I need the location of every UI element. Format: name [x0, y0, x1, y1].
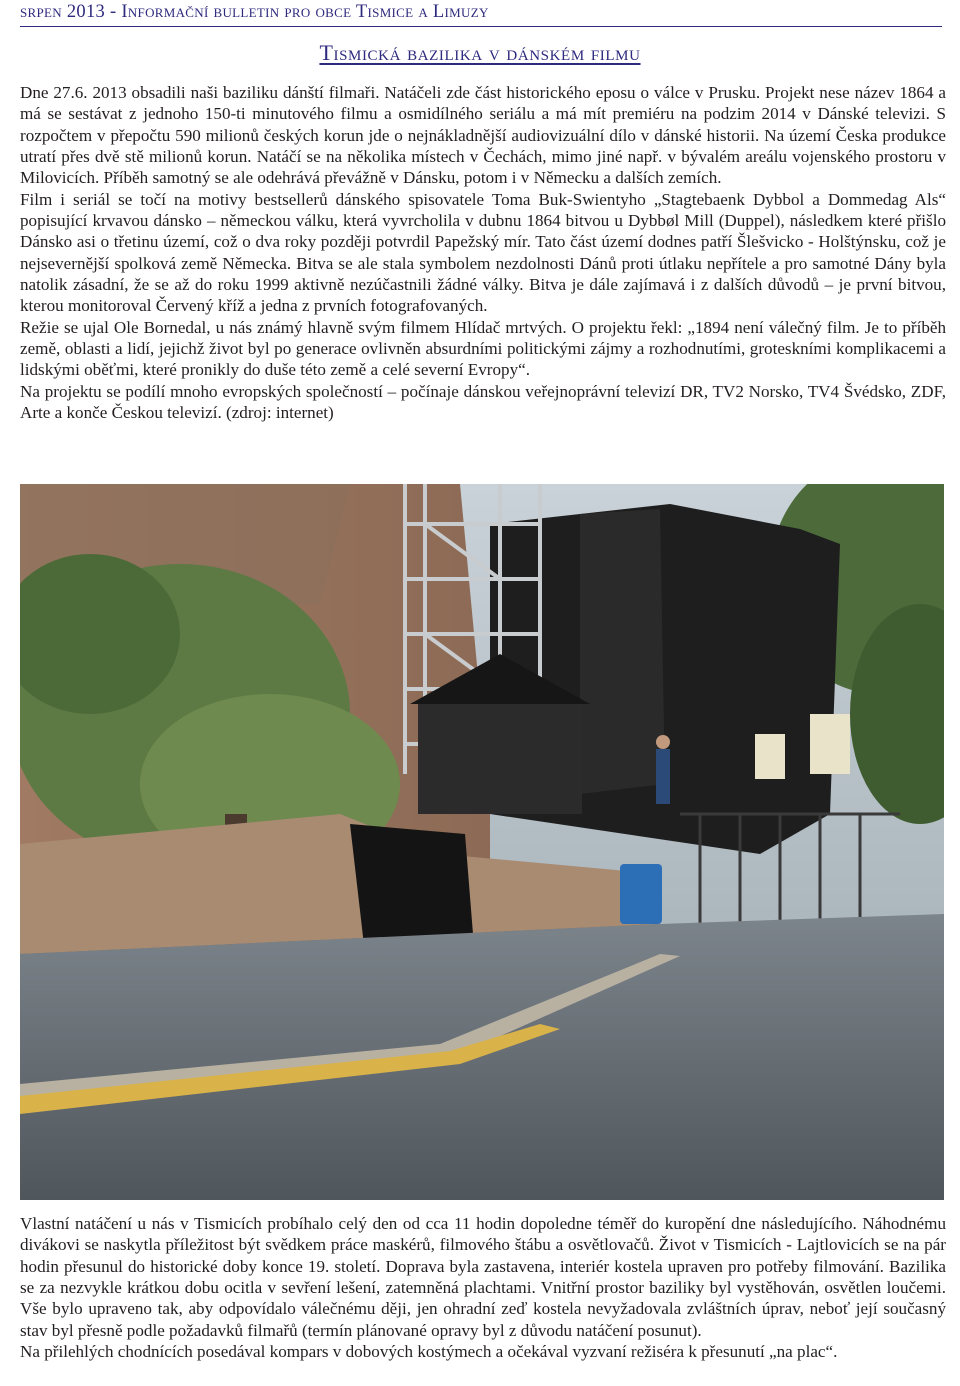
- article-closing: [20, 1213, 946, 1362]
- paragraph-filming-day: Vlastní natáčení u nás v Tismicích probíhalo celý den od cca 11 hodin dopoledne téměř do kuropění dne následujícího. Náhodnému divákovi se naskytla příležitost být svědkem práce maskérů, filmového štábu a osvětlovačů. Život v Tismicích - Lajtlovicích se na pár hodin přesunul do historické doby konce 19. století. Doprava byla zastavena, interiér kostela upraven pro potřeby filmování. Bazilika se za nezvykle krátkou dobu ocitla v sevření lešení, zatemněná plachtami. Vnitřní prostor baziliky byl vystěhován, osvětlen loučemi. Vše bylo upraveno tak, aby odpovídalo válečnému ději, jen ohradní zeď kostela nevyžadovala zvláštních úprav, neboť její současný stav byl přesně podle požadavků filmařů (termín plánované opravy byl z důvodu natáčení posunut).: [20, 1214, 946, 1340]
- bulletin-header: [20, 2, 942, 27]
- paragraph-intro: Dne 27.6. 2013 obsadili naši baziliku dánští filmaři. Natáčeli zde část historického eposu o válce v Prusku. Projekt nese název 1864 a má se sestávat z jednoho 150-ti minutového filmu a osmidílného seriálu a má mít premiéru na podzim 2014 v Dánské televizi. S rozpočtem v přepočtu 590 milionů českých korun jde o nejnákladnější audiovizuální dílo v dánské historii. Na území Česka produkce utratí přes dvě stě milionů korun. Natáčí se na několika místech v Čechách, mimo jiné např. v bývalém areálu vojenského prostoru v Milovicích. Příběh samotný se ale odehrává převážně v Dánsku, potom i v Německu a dalších zemích.: [20, 83, 946, 188]
- paragraph-partners: Na projektu se podílí mnoho evropských společností – počínaje dánskou veřejnoprávní televizí DR, TV2 Norsko, TV4 Švédsko, ZDF, Arte a konče Českou televizí. (zdroj: internet): [20, 381, 946, 423]
- paragraph-extras: Na přilehlých chodnících posedával kompars v dobových kostýmech a očekával vyzvaní režiséra k přesunutí „na plac“.: [20, 1342, 838, 1362]
- article-body: [20, 82, 946, 424]
- article-title: Tismická bazilika v dánském filmu: [319, 40, 641, 65]
- paragraph-novel: Film i seriál se točí na motivy bestsellerů dánského spisovatele Toma Buk-Swientyho „Stagtebaenk Dybbol a Dommedag Als“ popisující krvavou dánsko – německou válku, která vyvrcholila v dubnu 1864 bitvou u Dybbøl Mill (Duppel), následkem které přišlo Dánsko asi o třetinu území, což o dva roky později potvrdil Papežský mír. Tato část území dodnes patří Šlešvicko - Holštýnsku, což je nejsevernější spolková země Německa. Bitva se ale stala symbolem nezdolnosti Dánů proti útlaku nepřítele a pro samotné Dány byla natolik zásadní, že se až do roku 1999 aktivně nezúčastnili žádné války. Bitva je dále zajímavá i z dalších důvodů – je první bitvou, kterou monitoroval Červený kříž a jedna z prvních fotografovaných.: [20, 189, 946, 316]
- paragraph-director: Režie se ujal Ole Bornedal, u nás známý hlavně svým filmem Hlídač mrtvých. O projektu řekl: „1894 není válečný film. Je to příběh země, oblasti a lidí, jejichž život byl po generace ovlivněn absurdními politickými zájmy a rozhodnutími, groteskními komplikacemi a lidskými oběťmi, které pronikly do duše této země a celé severní Evropy“.: [20, 317, 946, 380]
- basilica-film-set-photo: [20, 484, 944, 1200]
- bulletin-header-text: srpen 2013 - Informační bulletin pro obce Tismice a Limuzy: [20, 2, 489, 22]
